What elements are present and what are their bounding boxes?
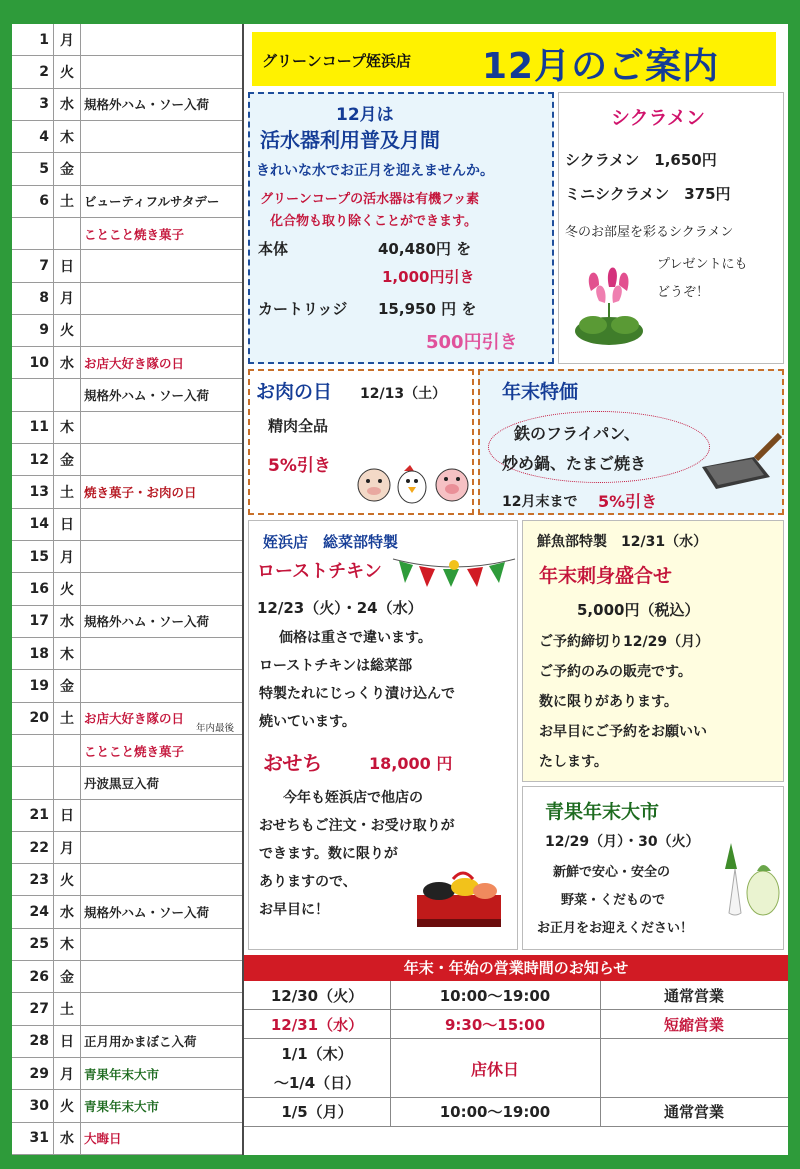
calendar-weekday: 火 [54,573,81,604]
yearend-discount: 5%引き [598,492,658,511]
calendar-event [84,283,240,314]
calendar-day: 8 [12,283,54,314]
business-hours [244,955,788,1122]
calendar-event [84,864,240,895]
hours-date: 1/1（木） [281,1045,353,1064]
calendar-day: 29 [12,1058,54,1089]
calendar-row [12,800,242,832]
calendar-weekday: 木 [54,121,81,152]
calendar-day: 2 [12,56,54,87]
meat-line: 精肉全品 [268,417,329,435]
event-text: お店大好き隊の日 [84,355,185,371]
hours-date: 1/5（月） [281,1103,353,1122]
bunting-icon [391,555,517,591]
chicken-title: ローストチキン [257,561,382,582]
calendar-weekday: 土 [54,186,81,217]
calendar-day: 1 [12,24,54,55]
calendar-day: 23 [12,864,54,895]
calendar-day: 18 [12,638,54,669]
calendar-day: 4 [12,121,54,152]
water-purifier-box [248,92,554,364]
sashimi-s5: たします。 [539,754,608,770]
calendar-day: 20 [12,703,54,734]
calendar-day: 3 [12,89,54,120]
produce-p3: お正月をお迎えください！ [537,921,694,936]
calendar-event [84,347,240,378]
closed-label: 店休日 [470,1060,519,1080]
calendar-row [12,993,242,1025]
calendar-weekday: 水 [54,1123,81,1154]
water-body-discount: 1,000円引き [382,268,475,286]
water-red-2: 化合物も取り除くことができます。 [270,214,477,229]
calendar-event [84,670,240,701]
osechi-o2: おせちもご注文・お受け取りが [259,818,455,834]
calendar-event [84,476,240,507]
chicken-head: 姪浜店 総菜部特製 [263,533,399,551]
calendar-weekday: 木 [54,412,81,443]
event-text: 青果年末大市 [84,1099,160,1115]
produce-dates: 12/29（月）・30（火） [545,834,700,850]
calendar-day: 15 [12,541,54,572]
calendar-event [84,961,240,992]
calendar-event [84,1058,240,1089]
calendar-row [12,929,242,961]
calendar-weekday: 金 [54,444,81,475]
december-calendar [12,24,242,1155]
calendar-row [12,1026,242,1058]
calendar-event [84,89,240,120]
calendar-weekday: 木 [54,929,81,960]
calendar-day: 11 [12,412,54,443]
water-body-price: 40,480円 を [378,240,472,258]
water-title-1: 12月は [336,105,394,125]
hours-time: 9:30〜15:00 [444,1015,546,1034]
sashimi-box [522,520,784,782]
osechi-o5: お早目に！ [259,902,329,918]
calendar-row [12,1090,242,1122]
produce-box [522,786,784,950]
calendar-day [12,379,54,410]
calendar-weekday: 金 [54,670,81,701]
calendar-weekday: 火 [54,315,81,346]
calendar-row [12,24,242,56]
cyclamen-title: シクラメン [611,107,706,129]
osechi-title: おせち [263,751,323,775]
calendar-day: 24 [12,896,54,927]
calendar-event [84,444,240,475]
calendar-row [12,89,242,121]
calendar-event [84,541,240,572]
calendar-event [84,929,240,960]
calendar-day: 12 [12,444,54,475]
calendar-row [12,832,242,864]
calendar-event [84,832,240,863]
calendar-row [12,541,242,573]
event-text: 正月用かまぼこ入荷 [84,1034,197,1050]
calendar-day: 9 [12,315,54,346]
calendar-weekday: 水 [54,606,81,637]
sashimi-s4: お早目にご予約をお願いい [539,724,707,740]
chicken-p2: ローストチキンは総菜部 [259,658,413,674]
calendar-weekday: 水 [54,89,81,120]
calendar-day: 30 [12,1090,54,1121]
calendar-day: 21 [12,800,54,831]
hours-status: 通常営業 [663,1103,724,1122]
water-cart-discount: 500円引き [426,332,518,353]
hours-status: 短縮営業 [663,1015,724,1034]
event-text: お店大好き隊の日 [84,711,185,727]
calendar-row [12,864,242,896]
yearend-title: 年末特価 [502,381,579,403]
hours-time: 10:00〜19:00 [439,986,551,1005]
hours-status [600,1069,788,1097]
calendar-row [12,283,242,315]
calendar-day: 22 [12,832,54,863]
sashimi-head: 鮮魚部特製 12/31（水） [537,534,708,550]
water-cart-label: カートリッジ [258,300,348,318]
calendar-weekday: 日 [54,800,81,831]
meat-discount: 5%引き [268,456,331,476]
calendar-day [12,767,54,798]
calendar-weekday: 日 [54,250,81,281]
calendar-day: 26 [12,961,54,992]
cyclamen-box [558,92,784,364]
calendar-row [12,476,242,508]
store-name: グリーンコープ姪浜店 [262,52,411,70]
hours-date: 12/30（火） [270,986,364,1005]
sashimi-s3: 数に限りがあります。 [539,694,678,710]
meat-day-box [248,369,474,515]
chicken-p1: 価格は重さで違います。 [279,630,432,646]
hours-time: 10:00〜19:00 [439,1103,551,1122]
calendar-weekday: 土 [54,703,81,734]
calendar-weekday: 日 [54,509,81,540]
calendar-weekday: 木 [54,638,81,669]
calendar-row [12,218,242,250]
event-text: 丹波黒豆入荷 [84,775,160,791]
hours-status: 通常営業 [663,986,724,1005]
cyclamen-price-1: シクラメン 1,650円 [565,151,717,169]
calendar-weekday [54,218,81,249]
calendar-row [12,444,242,476]
calendar-day: 13 [12,476,54,507]
calendar-day: 17 [12,606,54,637]
calendar-row [12,638,242,670]
calendar-row [12,56,242,88]
page-title: 12月のご案内 [482,46,720,87]
calendar-event [84,121,240,152]
calendar-weekday: 水 [54,896,81,927]
calendar-row [12,412,242,444]
calendar-row [12,1058,242,1090]
calendar-row [12,767,242,799]
yearend-until: 12月末まで [502,494,578,510]
calendar-event [84,896,240,927]
hours-date: 12/31（水） [270,1015,364,1034]
event-text: 焼き菓子・お肉の日 [84,485,197,501]
event-text: 規格外ハム・ソー入荷 [84,905,210,921]
calendar-event [84,509,240,540]
hours-column-line [600,981,601,1127]
water-title-2: 活水器利用普及月間 [260,128,440,152]
calendar-event [84,606,240,637]
calendar-event [84,800,240,831]
calendar-weekday: 火 [54,56,81,87]
chicken-p4: 焼いています。 [259,714,356,730]
meat-date: 12/13（土） [360,386,447,402]
calendar-day: 5 [12,153,54,184]
cyclamen-desc-3: どうぞ！ [657,285,710,300]
calendar-event [84,250,240,281]
calendar-weekday: 月 [54,24,81,55]
calendar-day: 31 [12,1123,54,1154]
cyclamen-desc-2: プレゼントにも [657,257,748,272]
calendar-row [12,670,242,702]
cyclamen-desc-1: 冬のお部屋を彩るシクラメン [565,225,734,240]
calendar-event [84,379,240,410]
calendar-event [84,153,240,184]
osechi-o3: できます。数に限りが [259,846,398,862]
hours-date: 〜1/4（日） [273,1074,361,1093]
calendar-event [84,24,240,55]
water-body-label: 本体 [258,240,289,258]
calendar-row [12,379,242,411]
calendar-event [84,573,240,604]
calendar-weekday [54,767,81,798]
header-banner [252,32,776,86]
osechi-price: 18,000 円 [369,754,453,773]
water-cart-price: 15,950 円 を [378,300,477,318]
calendar-day [12,735,54,766]
calendar-day: 19 [12,670,54,701]
calendar-row [12,186,242,218]
calendar-row [12,153,242,185]
vegetables-icon [717,839,783,919]
calendar-weekday: 火 [54,864,81,895]
cyclamen-price-2: ミニシクラメン 375円 [565,185,731,203]
event-text: 大晦日 [84,1131,122,1147]
calendar-weekday: 月 [54,1058,81,1089]
sashimi-price: 5,000円（税込） [577,601,700,619]
sashimi-s2: ご予約のみの販売です。 [539,664,692,680]
calendar-day: 14 [12,509,54,540]
event-text: ことこと焼き菓子 [84,226,185,242]
calendar-event [84,315,240,346]
frying-pan-icon [694,427,786,497]
calendar-row [12,896,242,928]
water-lead: きれいな水でお正月を迎えませんか。 [256,163,494,179]
calendar-event [84,412,240,443]
animals-icon [354,461,474,505]
yearend-special-box [478,369,784,515]
calendar-row [12,735,242,767]
calendar-row [12,961,242,993]
hours-row [244,981,788,1010]
calendar-event [84,1123,240,1154]
calendar-event [84,735,240,766]
osechi-o1: 今年も姪浜店で他店の [283,790,423,806]
sashimi-s1: ご予約締切り12/29（月） [539,634,710,650]
calendar-weekday: 金 [54,961,81,992]
calendar-event [84,993,240,1024]
hours-title: 年末・年始の営業時間のお知らせ [244,955,788,981]
osechi-o4: ありますので、 [259,874,357,890]
water-red-1: グリーンコープの活水器は有機フッ素 [260,192,480,207]
event-text: 規格外ハム・ソー入荷 [84,614,210,630]
hours-status [600,1039,788,1068]
event-text: ビューティフルサタデー [84,194,220,210]
calendar-weekday: 水 [54,347,81,378]
yearend-item-2: 炒め鍋、たまご焼き [502,454,647,473]
calendar-event [84,767,240,798]
chicken-dates: 12/23（火）・24（水） [257,599,423,617]
calendar-row [12,703,242,735]
roast-chicken-box [248,520,518,950]
calendar-event [84,703,240,734]
hours-row [244,1098,788,1127]
calendar-row [12,509,242,541]
calendar-weekday: 月 [54,283,81,314]
calendar-weekday: 火 [54,1090,81,1121]
calendar-day: 27 [12,993,54,1024]
event-text: 青果年末大市 [84,1066,160,1082]
calendar-event [84,186,240,217]
event-note: 年内最後 [195,722,234,734]
cyclamen-flower-icon [569,251,649,351]
calendar-weekday: 日 [54,1026,81,1057]
calendar-day: 16 [12,573,54,604]
calendar-weekday: 土 [54,476,81,507]
calendar-row [12,347,242,379]
chicken-p3: 特製たれにじっくり漬け込んで [259,686,455,702]
calendar-event [84,56,240,87]
calendar-event [84,1026,240,1057]
calendar-day: 7 [12,250,54,281]
calendar-day [12,218,54,249]
calendar-weekday: 月 [54,541,81,572]
calendar-row [12,315,242,347]
calendar-weekday [54,379,81,410]
event-text: 規格外ハム・ソー入荷 [84,97,210,113]
calendar-row [12,121,242,153]
calendar-day: 25 [12,929,54,960]
calendar-row [12,1123,242,1155]
calendar-event [84,1090,240,1121]
calendar-day: 10 [12,347,54,378]
hours-column-line [390,981,391,1127]
sashimi-title: 年末刺身盛合せ [539,565,673,587]
calendar-row [12,573,242,605]
produce-p2: 野菜・くだもので [561,893,666,908]
calendar-row [12,250,242,282]
calendar-weekday: 月 [54,832,81,863]
calendar-weekday: 土 [54,993,81,1024]
hours-row [244,1010,788,1039]
meat-title: お肉の日 [256,381,333,403]
yearend-item-1: 鉄のフライパン、 [514,424,640,443]
calendar-event [84,638,240,669]
calendar-day: 6 [12,186,54,217]
event-text: ことこと焼き菓子 [84,743,185,759]
calendar-day: 28 [12,1026,54,1057]
produce-p1: 新鮮で安心・安全の [553,865,671,880]
calendar-weekday [54,735,81,766]
event-text: 規格外ハム・ソー入荷 [84,388,210,404]
calendar-row [12,606,242,638]
osechi-box-icon [409,865,509,935]
calendar-event [84,218,240,249]
calendar-weekday: 金 [54,153,81,184]
produce-title: 青果年末大市 [545,801,660,823]
